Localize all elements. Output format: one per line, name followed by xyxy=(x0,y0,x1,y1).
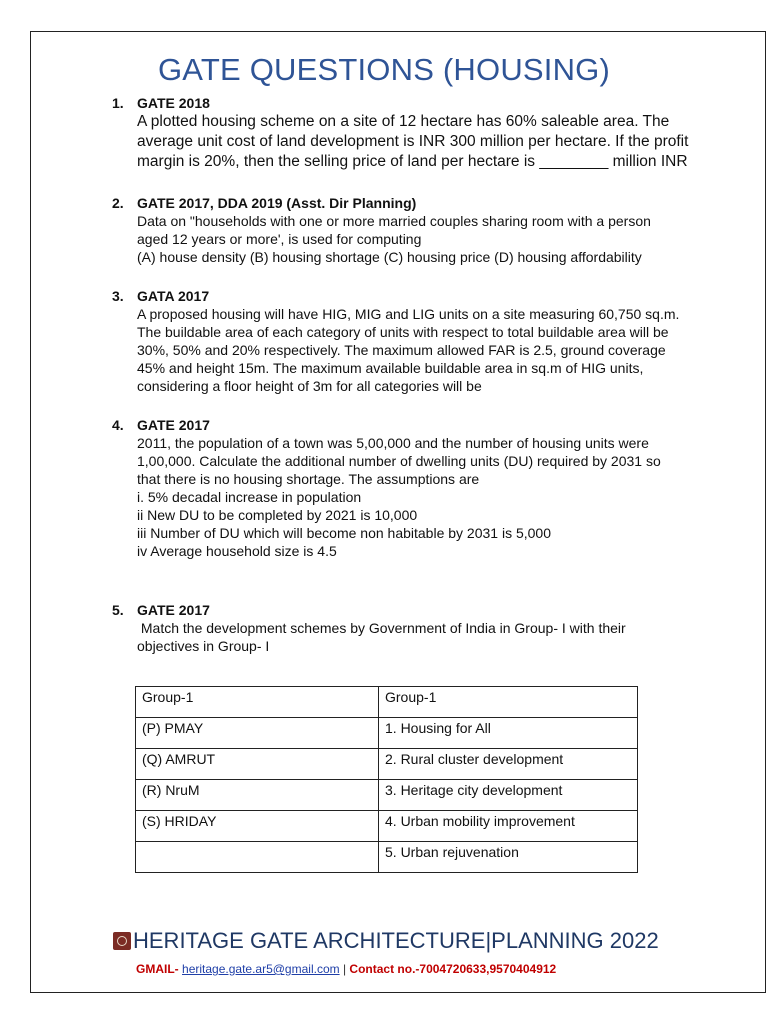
question-line: 45% and height 15m. The maximum available buildable area in sq.m of HIG units, xyxy=(137,360,644,376)
question-header xyxy=(112,287,692,305)
question-source: GATE 2017 xyxy=(137,602,210,618)
question-2 xyxy=(112,194,692,266)
table-row xyxy=(136,687,638,718)
question-line: i. 5% decadal increase in population xyxy=(137,489,362,505)
question-5 xyxy=(112,601,692,655)
question-source: GATE 2017, DDA 2019 (Asst. Dir Planning) xyxy=(137,195,417,211)
question-number: 2. xyxy=(112,195,124,211)
question-1 xyxy=(112,94,692,172)
question-line: Data on "households with one or more married couples sharing room with a person xyxy=(137,213,651,229)
question-line: A plotted housing scheme on a site of 12 hectare has 60% saleable area. The xyxy=(137,113,670,130)
table-cell: 4. Urban mobility improvement xyxy=(379,811,638,842)
question-line: (A) house density (B) housing shortage (C) housing price (D) housing affordability xyxy=(137,249,642,265)
question-header xyxy=(112,416,692,434)
table-cell: 1. Housing for All xyxy=(379,718,638,749)
question-line: objectives in Group- I xyxy=(137,638,270,654)
table-row xyxy=(136,718,638,749)
question-line: A proposed housing will have HIG, MIG and LIG units on a site measuring 60,750 sq.m. xyxy=(137,306,680,322)
question-line: considering a floor height of 3m for all categories will be xyxy=(137,378,482,394)
footer-contact xyxy=(136,962,556,976)
question-4 xyxy=(112,416,692,560)
question-line: aged 12 years or more', is used for computing xyxy=(137,231,422,247)
question-line: Match the development schemes by Government of India in Group- I with their xyxy=(137,620,626,636)
table-row xyxy=(136,780,638,811)
question-line: margin is 20%, then the selling price of land per hectare is ________ million INR xyxy=(137,153,688,170)
question-number: 5. xyxy=(112,602,124,618)
table-cell: (Q) AMRUT xyxy=(136,749,379,780)
table-row xyxy=(136,811,638,842)
table-cell: Group-1 xyxy=(379,687,638,718)
contact-label: Contact no. xyxy=(349,962,416,976)
question-text xyxy=(137,434,692,560)
match-table xyxy=(135,686,638,873)
question-line: ii New DU to be completed by 2021 is 10,000 xyxy=(137,507,418,523)
question-text xyxy=(137,305,692,395)
question-line: 1,00,000. Calculate the additional number of dwelling units (DU) required by 2031 so xyxy=(137,453,661,469)
table-cell: (P) PMAY xyxy=(136,718,379,749)
page-title: GATE QUESTIONS (HOUSING) xyxy=(157,52,611,87)
logo-icon xyxy=(113,932,131,950)
contact-value: -7004720633,9570404912 xyxy=(415,962,557,976)
question-source: GATE 2017 xyxy=(137,417,210,433)
question-text xyxy=(137,112,692,172)
question-text xyxy=(137,212,692,266)
table-row xyxy=(136,749,638,780)
table-cell: 5. Urban rejuvenation xyxy=(379,842,638,873)
email-link[interactable]: heritage.gate.ar5@gmail.com xyxy=(182,962,340,976)
table-cell: 2. Rural cluster development xyxy=(379,749,638,780)
question-header xyxy=(112,94,692,112)
table-cell: (R) NruM xyxy=(136,780,379,811)
table-cell: 3. Heritage city development xyxy=(379,780,638,811)
question-source: GATE 2018 xyxy=(137,95,210,111)
gmail-label: GMAIL xyxy=(136,962,175,976)
question-line: 2011, the population of a town was 5,00,000 and the number of housing units were xyxy=(137,435,649,451)
table-cell xyxy=(136,842,379,873)
question-line: 30%, 50% and 20% respectively. The maximum allowed FAR is 2.5, ground coverage xyxy=(137,342,666,358)
question-line: iv Average household size is 4.5 xyxy=(137,543,337,559)
table-row xyxy=(136,842,638,873)
footer-title-text: HERITAGE GATE ARCHITECTURE|PLANNING 2022 xyxy=(133,928,659,953)
question-3 xyxy=(112,287,692,395)
table-cell: Group-1 xyxy=(136,687,379,718)
question-number: 4. xyxy=(112,417,124,433)
footer-title xyxy=(113,928,659,954)
question-text xyxy=(137,619,692,655)
question-line: iii Number of DU which will become non habitable by 2031 is 5,000 xyxy=(137,525,551,541)
question-line: that there is no housing shortage. The assumptions are xyxy=(137,471,480,487)
table-cell: (S) HRIDAY xyxy=(136,811,379,842)
question-line: The buildable area of each category of units with respect to total buildable area will be xyxy=(137,324,669,340)
question-number: 1. xyxy=(112,95,124,111)
question-source: GATA 2017 xyxy=(137,288,210,304)
question-header xyxy=(112,601,692,619)
gmail-separator: - xyxy=(174,962,183,976)
question-line: average unit cost of land development is INR 300 million per hectare. If the profit xyxy=(137,133,689,150)
question-header xyxy=(112,194,692,212)
footer-divider: | xyxy=(339,962,350,976)
question-number: 3. xyxy=(112,288,124,304)
